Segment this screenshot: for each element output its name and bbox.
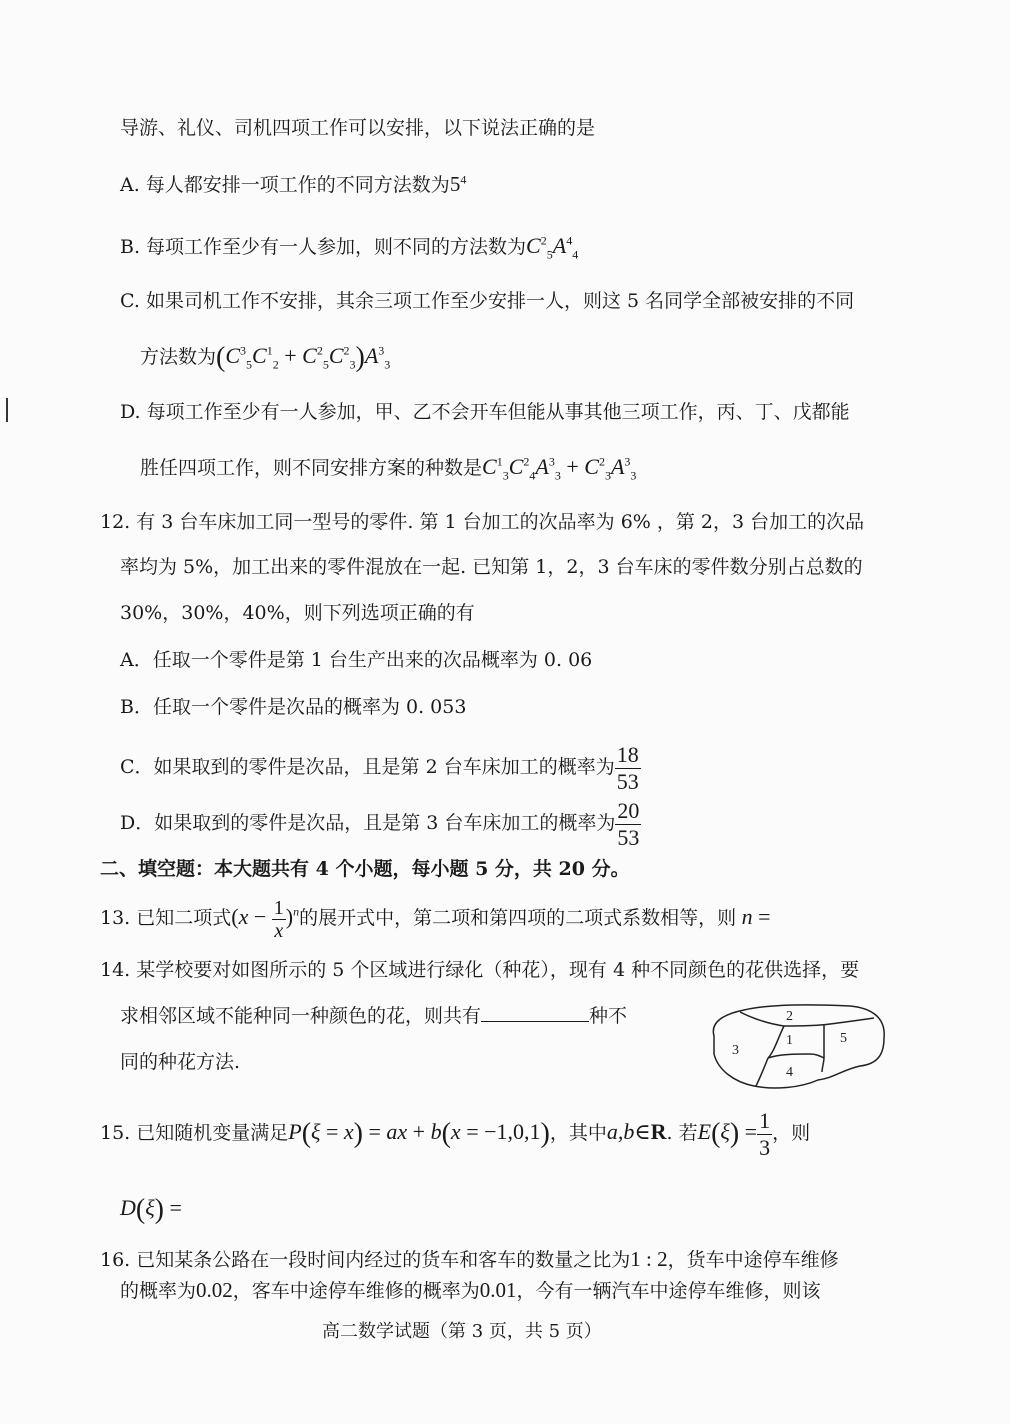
q13-prefix: 13. 已知二项式 [100,907,232,929]
page-footer: 高二数学试题（第 3 页，共 5 页） [322,1321,602,1342]
q16-line1 [100,1247,839,1272]
q15-mid2: . 若 [666,1122,698,1144]
q15-expectation: E(ξ) = [697,1117,758,1149]
q13-binomial-close: )$^n$ [285,904,300,929]
q14-line3: 同的种花方法. [120,1051,241,1073]
q11-option-b-formula: $C^2_5A^4_4$ [526,233,579,262]
q11-option-a-exp: 4 [460,172,467,187]
q11-stem-tail: 导游、礼仪、司机四项工作可以安排，以下说法正确的是 [120,117,596,139]
q11-option-d-formula: $C^1_3C^2_4A^3_3 + C^2_3A^3_3$ [482,454,637,483]
q11-option-b [120,233,579,262]
q11-option-c-line2 [140,341,391,373]
q14-region-diagram [700,998,890,1094]
q13-binomial-open: (x − [231,904,272,929]
region-label-3: 3 [732,1043,739,1058]
diagram-divider-1-left [768,1026,784,1058]
q11-option-a [120,172,466,197]
q12-option-d [120,796,641,851]
q13-denominator: x [274,919,284,942]
q13-suffix: 的展开式中，第二项和第四项的二项式系数相等，则 [299,907,737,929]
q16-bus-prob: 0.01 [479,1278,517,1302]
q16-line1-text: 16. 已知某条公路在一段时间内经过的货车和客车的数量之比为 [100,1249,631,1271]
q15-fraction [757,1108,772,1161]
q16-ratio: 1 : 2 [630,1247,668,1271]
q12-option-d-numerator: 20 [617,797,640,823]
q11-option-d-text2: 胜任四项工作，则不同安排方案的种数是 [140,457,483,479]
q12-option-b: B．任取一个零件是次品的概率为 0. 053 [120,696,467,718]
q12-option-d-text: D．如果取到的零件是次品，且是第 3 台车床加工的概率为 [120,812,616,834]
q12-option-c-denominator: 53 [616,768,639,794]
q14-line2-tail: 种不 [589,1005,628,1027]
q16-line2 [120,1278,821,1303]
q14-line2 [120,1003,627,1028]
q11-option-d-line1: D. 每项工作至少有一人参加，甲、乙不会开车但能从事其他三项工作，丙、丁、戊都能 [120,401,850,423]
region-label-2: 2 [786,1009,793,1024]
region-label-5: 5 [840,1031,847,1046]
q12-option-c-text: C．如果取到的零件是次品，且是第 2 台车床加工的概率为 [120,756,615,778]
q12-line3: 30%，30%，40%，则下列选项正确的有 [120,602,475,624]
q11-option-d-line2 [140,454,637,483]
q15-distribution: P(ξ = x) = ax + b(x = −1,0,1) [288,1117,550,1149]
q11-option-a-text: A. 每人都安排一项工作的不同方法数为 [120,174,450,196]
diagram-divider-1-right [822,1024,824,1072]
q12-option-a: A．任取一个零件是第 1 台生产出来的次品概率为 0. 06 [120,649,593,671]
q12-option-c-fraction [615,742,641,795]
q15-numerator: 1 [759,1107,771,1133]
q12-option-c [120,740,641,795]
q16-truck-prob: 0.02 [196,1278,233,1302]
region-label-1: 1 [786,1033,793,1048]
q11-option-c-formula: $(C^3_5C^1_2 + C^2_5C^2_3)A^3_3$ [216,341,391,373]
q12-option-d-denominator: 53 [617,824,640,850]
q13-equals: = [752,904,771,929]
q13-fraction [272,897,286,942]
q14-line2-text: 求相邻区域不能种同一种颜色的花，则共有 [120,1005,482,1027]
q11-option-c-text2: 方法数为 [140,346,217,368]
diagram-divider-2-bottom [740,1012,874,1026]
q14-answer-blank [481,1003,589,1022]
q12-option-c-numerator: 18 [616,741,639,767]
q12-option-d-fraction [615,798,641,851]
q15-variance [120,1190,182,1228]
q15-denominator: 3 [759,1134,771,1160]
q11-option-c-line1: C. 如果司机工作不安排，其余三项工作至少安排一人，则这 5 名同学全部被安排的不同 [120,290,855,312]
q13-numerator: 1 [273,896,284,919]
region-label-4: 4 [786,1065,793,1080]
q12-line1: 12. 有 3 台车床加工同一型号的零件. 第 1 台加工的次品率为 6% ，第 2，3 台加工的次品 [100,511,865,533]
diagram-divider-1-bottom [768,1054,824,1058]
q15-variance-expr: D(ξ) = [120,1193,182,1225]
q12-line2: 率均为 5%，加工出来的零件混放在一起. 已知第 1，2，3 台车床的零件数分别占总数的 [120,556,863,578]
q16-line1-tail: ，货车中途停车维修 [667,1249,839,1271]
q11-option-a-base: 5 [449,172,461,196]
q16-line2-mid: ，客车中途停车维修的概率为 [232,1280,480,1302]
q15-mid: ，其中 [549,1122,607,1144]
scan-edge-mark [6,398,8,422]
q15-prefix: 15. 已知随机变量满足 [100,1122,289,1144]
q14-line1: 14. 某学校要对如图所示的 5 个区域进行绿化（种花），现有 4 种不同颜色的花供选择，要 [100,959,860,981]
q13-answer-var: n [736,904,753,929]
q15-tail: ，则 [772,1122,811,1144]
q15-condition: a,b∈R [606,1119,667,1144]
q15 [100,1102,810,1164]
q11-option-b-text: B. 每项工作至少有一人参加，则不同的方法数为 [120,236,527,258]
q13 [100,890,771,945]
section-2-heading: 二、填空题：本大题共有 4 个小题，每小题 5 分，共 20 分。 [100,858,630,880]
q16-line2-tail: ，今有一辆汽车中途停车维修，则该 [516,1280,821,1302]
diagram-divider-4-left [756,1058,768,1086]
q16-line2-text: 的概率为 [120,1280,197,1302]
